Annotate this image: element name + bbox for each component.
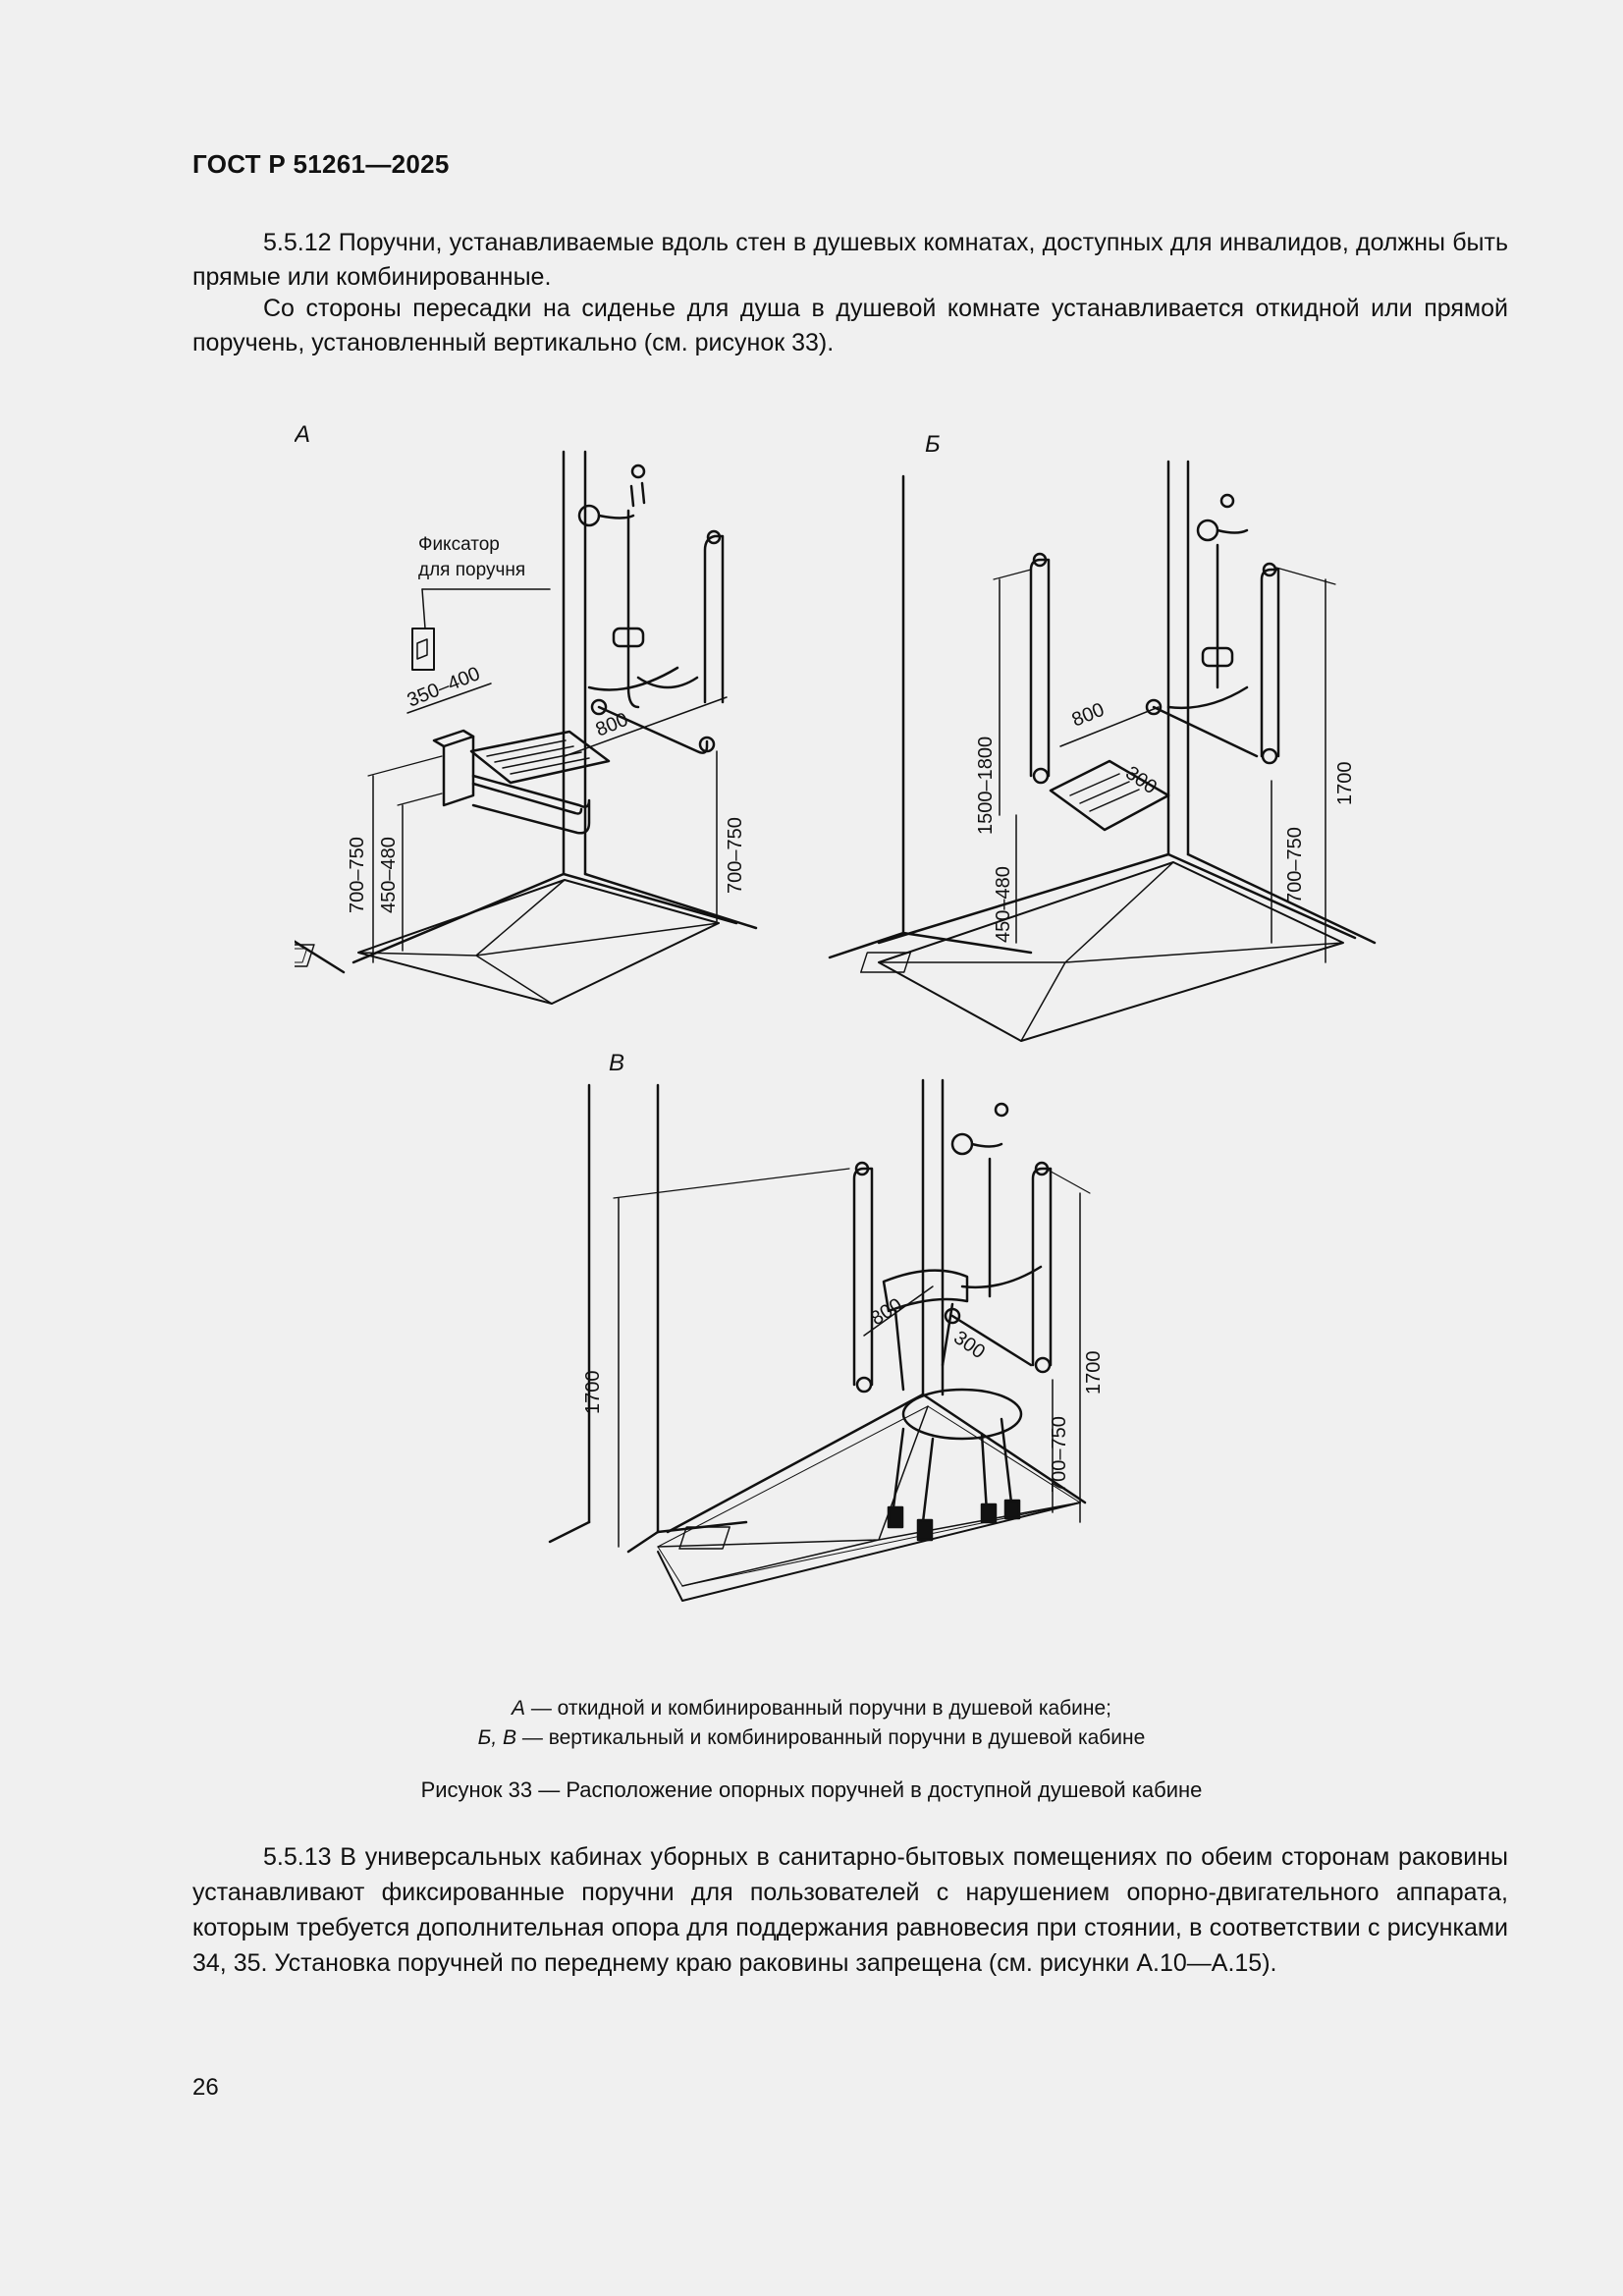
paragraph-transfer-side: Со стороны пересадки на сиденье для душа в душевой комнате устанавливается откидной или прямой поручень, установленный вертикально (см. рисунок 33). — [192, 295, 1508, 356]
paragraph-5-5-12: 5.5.12 Поручни, устанавливаемые вдоль стен в душевых комнатах, доступных для инвалидов, должны быть прямые или комбинированные. — [192, 229, 1508, 291]
dim-a-700-750-right: 700–750 — [725, 817, 746, 894]
dim-v-800: 800 — [866, 1293, 906, 1331]
legend-text-a: — откидной и комбинированный поручни в душевой кабине; — [525, 1697, 1112, 1720]
panel-v-letter: В — [609, 1050, 625, 1076]
dim-a-700-750-left: 700–750 — [347, 837, 368, 913]
paragraph-5-5-13: 5.5.13 В универсальных кабинах уборных в санитарно-бытовых помещениях по обеим сторонам раковины устанавливают фиксированные поручни для пользователей с нарушением опорно-двигательного аппарата, которым требуется дополнительная опора для поддержания равновесия при стоянии, в соответствии с рисунками 34, 35. Установка поручней по переднему краю раковины запрещена (см. рисунки А.10—А.15). — [192, 1843, 1508, 1977]
dim-v-700-750: 700–750 — [1049, 1416, 1070, 1493]
dim-v-1700-left: 1700 — [582, 1370, 604, 1414]
dim-b-700-750: 700–750 — [1284, 827, 1306, 903]
dim-v-300: 300 — [949, 1327, 990, 1364]
dim-b-1500-1800: 1500–1800 — [975, 736, 997, 835]
page-number: 26 — [192, 2074, 219, 2101]
dim-a-800: 800 — [592, 708, 631, 741]
dim-v-1700-right: 1700 — [1083, 1350, 1105, 1394]
panel-a — [295, 421, 756, 1004]
dim-b-800: 800 — [1068, 698, 1108, 732]
document-id: ГОСТ Р 51261—2025 — [192, 149, 450, 179]
dim-b-300: 300 — [1121, 762, 1162, 799]
figure-33-drawing — [295, 412, 1512, 1679]
legend-key-b: Б, В — [477, 1726, 517, 1749]
figure-33 — [295, 412, 1512, 1684]
panel-v — [550, 1050, 1105, 1601]
legend-key-a: А — [511, 1697, 525, 1720]
dim-a-350-400: 350–400 — [404, 663, 484, 712]
legend-line-a — [0, 1694, 1623, 1723]
dim-a-450-480: 450–480 — [378, 837, 400, 913]
dim-b-1700: 1700 — [1334, 761, 1356, 805]
fixator-label-1: Фиксатор — [418, 534, 500, 555]
legend-text-b: — вертикальный и комбинированный поручни в душевой кабине — [516, 1726, 1146, 1749]
dim-b-450-480: 450–480 — [993, 866, 1014, 943]
panel-b-letter: Б — [925, 431, 941, 458]
figure-legend — [0, 1694, 1623, 1753]
figure-title: Рисунок 33 — Расположение опорных поручней в доступной душевой кабине — [420, 1777, 1203, 1802]
legend-line-b — [0, 1723, 1623, 1753]
fixator-label-2: для поручня — [418, 560, 526, 580]
panel-a-letter: А — [295, 421, 311, 448]
panel-b — [830, 431, 1375, 1041]
